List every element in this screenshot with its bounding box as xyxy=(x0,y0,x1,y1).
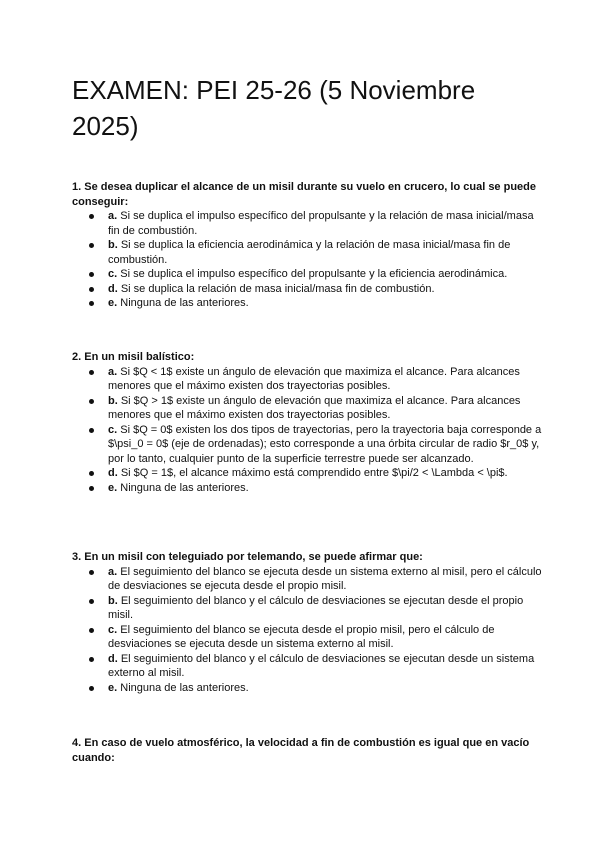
question-heading: 1. Se desea duplicar el alcance de un misil durante su vuelo en crucero, lo cual se puede conseguir: xyxy=(72,181,537,208)
option-item xyxy=(72,296,542,311)
option-letter: c. xyxy=(108,623,118,636)
option-item xyxy=(72,394,542,423)
bullet-icon xyxy=(89,301,94,306)
option-item xyxy=(72,209,542,238)
option-item xyxy=(72,594,542,623)
option-text: Ninguna de las anteriores. xyxy=(117,681,249,694)
question-2 xyxy=(72,350,542,495)
question-4 xyxy=(72,736,542,765)
option-letter: e. xyxy=(108,481,118,494)
option-item xyxy=(72,365,542,394)
option-item xyxy=(72,652,542,681)
question-3 xyxy=(72,550,542,695)
option-item xyxy=(72,623,542,652)
bullet-icon xyxy=(89,686,94,691)
option-letter: c. xyxy=(108,423,118,436)
options-list xyxy=(72,365,542,496)
bullet-icon xyxy=(89,428,94,433)
question-1 xyxy=(72,180,542,311)
option-item xyxy=(72,238,542,267)
option-text: El seguimiento del blanco y el cálculo de desviaciones se ejecutan desde el propio misil. xyxy=(108,594,524,621)
option-text: Si $Q = 0$ existen los dos tipos de trayectorias, pero la trayectoria baja corresponde a $\psi_0 = 0$ (eje de ordenadas); esto corresponde a una órbita circular de radio $r_0$ y, por lo tanto, cualquier punto de la superficie terrestre puede ser alcanzado. xyxy=(108,423,542,465)
option-item xyxy=(72,681,542,696)
bullet-icon xyxy=(89,471,94,476)
option-letter: c. xyxy=(108,268,118,280)
question-heading: 3. En un misil con teleguiado por telemando, se puede afirmar que: xyxy=(72,551,423,563)
option-item xyxy=(72,267,542,282)
option-letter: e. xyxy=(108,297,118,309)
option-letter: e. xyxy=(108,681,118,694)
option-text: Si se duplica la relación de masa inicial/masa fin de combustión. xyxy=(117,282,435,295)
bullet-icon xyxy=(89,272,94,277)
bullet-icon xyxy=(89,628,94,633)
bullet-icon xyxy=(89,214,94,219)
bullet-icon xyxy=(89,486,94,491)
option-letter: a. xyxy=(108,210,118,222)
bullet-icon xyxy=(89,599,94,604)
bullet-icon xyxy=(89,287,94,292)
options-list xyxy=(72,209,542,311)
option-item xyxy=(72,481,542,496)
option-text: Si se duplica el impulso específico del propulsante y la relación de masa inicial/masa fin de combustión. xyxy=(108,210,534,237)
bullet-icon xyxy=(89,570,94,575)
option-text: Ninguna de las anteriores. xyxy=(117,297,249,309)
option-item xyxy=(72,565,542,594)
bullet-icon xyxy=(89,399,94,404)
option-letter: d. xyxy=(108,652,118,665)
option-letter: b. xyxy=(108,594,118,607)
option-text: El seguimiento del blanco se ejecuta desde el propio misil, pero el cálculo de desviaciones se ejecuta desde un sistema externo al misil. xyxy=(108,623,495,650)
option-item xyxy=(72,423,542,467)
option-text: Si $Q < 1$ existe un ángulo de elevación que maximiza el alcance. Para alcances menores que el máximo existen dos trayectorias posibles. xyxy=(108,365,520,392)
option-letter: d. xyxy=(108,467,118,479)
options-list xyxy=(72,565,542,696)
option-letter: b. xyxy=(108,394,118,407)
option-text: Ninguna de las anteriores. xyxy=(117,481,249,494)
option-text: El seguimiento del blanco se ejecuta desde un sistema externo al misil, pero el cálculo de desviaciones se ejecuta desde el propio misil. xyxy=(108,565,542,592)
option-text: Si se duplica el impulso específico del propulsante y la eficiencia aerodinámica. xyxy=(117,268,508,280)
page-title: EXAMEN: PEI 25-26 (5 Noviembre 2025) xyxy=(72,75,476,141)
option-text: Si se duplica la eficiencia aerodinámica y la relación de masa inicial/masa fin de combustión. xyxy=(108,239,511,266)
bullet-icon xyxy=(89,243,94,248)
option-item xyxy=(72,282,542,297)
option-letter: b. xyxy=(108,239,118,251)
option-letter: d. xyxy=(108,282,118,295)
option-letter: a. xyxy=(108,365,118,378)
question-heading: 4. En caso de vuelo atmosférico, la velocidad a fin de combustión es igual que en vacío cuando: xyxy=(72,737,530,764)
bullet-icon xyxy=(89,657,94,662)
option-letter: a. xyxy=(108,565,118,578)
option-item xyxy=(72,466,542,481)
question-heading: 2. En un misil balístico: xyxy=(72,351,195,363)
option-text: Si $Q > 1$ existe un ángulo de elevación que maximiza el alcance. Para alcances menores que el máximo existen dos trayectorias posibles. xyxy=(108,394,521,421)
option-text: Si $Q = 1$, el alcance máximo está comprendido entre $\pi/2 < \Lambda < \pi$. xyxy=(117,467,508,479)
option-text: El seguimiento del blanco y el cálculo de desviaciones se ejecutan desde un sistema externo al misil. xyxy=(108,652,535,679)
bullet-icon xyxy=(89,370,94,375)
